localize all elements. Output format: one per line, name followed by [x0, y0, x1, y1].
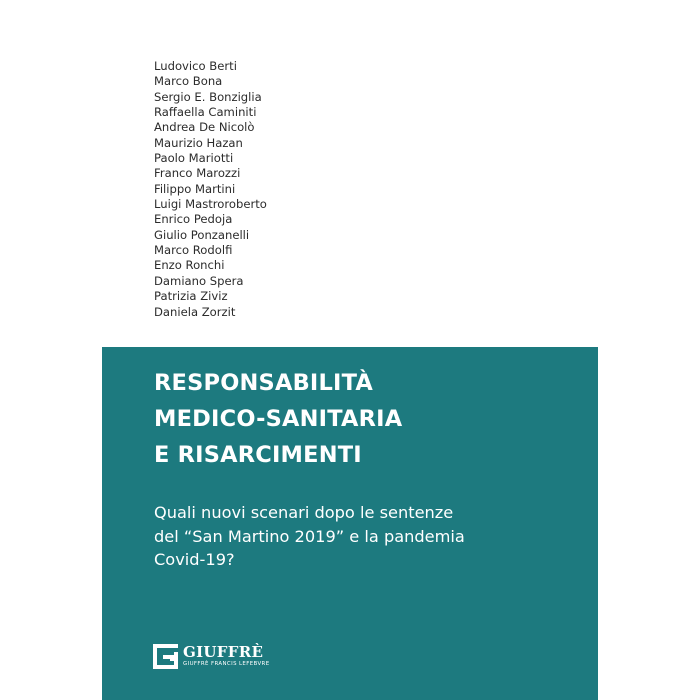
- author-name: Daniela Zorzit: [154, 304, 236, 319]
- subtitle-line: Covid-19?: [154, 550, 235, 569]
- subtitle-line: Quali nuovi scenari dopo le sentenze: [154, 503, 454, 522]
- author-name: Ludovico Berti: [154, 59, 237, 73]
- title-line: RESPONSABILITÀ: [154, 370, 374, 396]
- author-name: Patrizia Ziviz: [154, 289, 228, 304]
- subtitle-line: del “San Martino 2019” e la pandemia: [154, 526, 465, 546]
- author-name: Paolo Mariotti: [154, 151, 234, 166]
- author-name: Maurizio Hazan: [154, 135, 243, 150]
- publisher-tagline: GIUFFRÈ FRANCIS LEFEBVRE: [183, 661, 270, 667]
- author-name: Franco Marozzi: [154, 166, 241, 181]
- title-band: [102, 347, 598, 700]
- author-name: Andrea De Nicolò: [154, 120, 255, 135]
- author-name: Luigi Mastroroberto: [154, 197, 267, 212]
- author-name: Giulio Ponzanelli: [154, 227, 250, 242]
- author-name: Damiano Spera: [154, 273, 244, 288]
- author-name: Enzo Ronchi: [154, 258, 225, 273]
- author-name: Marco Rodolfi: [154, 243, 233, 258]
- author-name: Filippo Martini: [154, 181, 236, 196]
- title-line: MEDICO-SANITARIA: [154, 406, 403, 432]
- book-subtitle: [154, 501, 574, 572]
- author-name: Sergio E. Bonziglia: [154, 89, 262, 104]
- book-cover: [102, 17, 598, 700]
- title-line: E RISARCIMENTI: [154, 442, 362, 468]
- author-name: Raffaella Caminiti: [154, 105, 257, 120]
- author-list: [154, 59, 267, 320]
- book-title: [154, 365, 402, 473]
- publisher-name: GIUFFRÈ: [183, 643, 264, 661]
- author-name: Marco Bona: [154, 74, 223, 89]
- author-name: Enrico Pedoja: [154, 212, 233, 227]
- publisher-logo: [153, 642, 270, 670]
- publisher-mark-icon: [153, 644, 178, 669]
